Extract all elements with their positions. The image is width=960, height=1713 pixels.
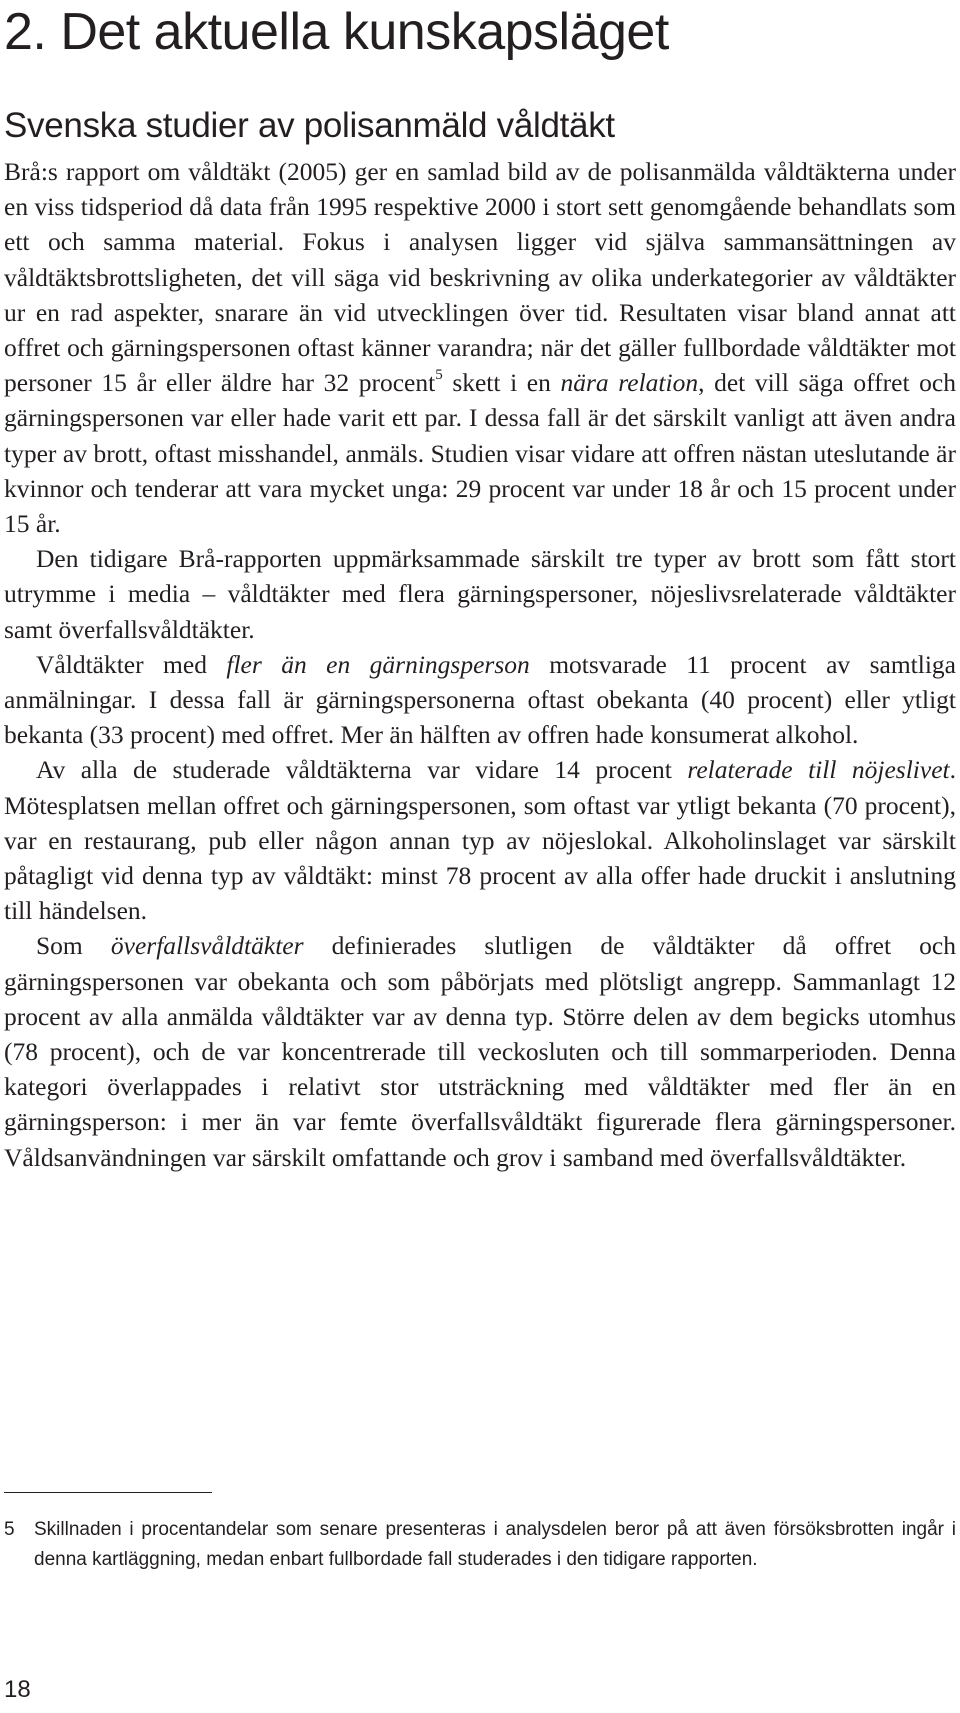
text-run: Som (36, 931, 111, 961)
body-text (4, 154, 956, 1175)
text-run: Brå:s rapport om våldtäkt (2005) ger en samlad bild av de polisanmälda våldtäkterna under en viss tidsperiod då data från 1995 respektive 2000 i stort sett genomgående behandlats som ett och samma material. Fokus i analysen ligger vid själva sammansättningen av våldtäktsbrottsligheten, det vill säga vid beskrivning av olika underkategorier av våldtäkter ur en rad aspekter, snarare än vid utvecklingen över tid. Resultaten visar bland annat att offret och gärningspersonen oftast känner varandra; när det gäller fullbordade våldtäkter mot personer 15 år eller äldre har 32 procent (4, 157, 956, 398)
section-heading: Svenska studier av polisanmäld våldtäkt (4, 106, 615, 145)
emphasized-term: relaterade till nöjeslivet (687, 755, 950, 785)
page-number: 18 (4, 1676, 31, 1703)
text-run: definierades slutligen de våldtäkter då offret och gärningspersonen var obekanta och som påbörjats med plötsligt angrepp. Sammanlagt 12 procent av alla anmälda våldtäkter var av denna typ. Större delen av dem begicks utomhus (78 procent), och de var koncentrerade till veckosluten och till sommarperioden. Denna kategori överlappades i relativt stor utsträckning med våldtäkter med fler än en gärningsperson: i mer än var femte överfallsvåldtäkt figurerade flera gärningspersoner. Våldsanvändningen var särskilt omfattande och grov i samband med överfallsvåldtäkter. (4, 931, 956, 1172)
paragraph (4, 647, 956, 753)
paragraph (4, 752, 956, 928)
text-run: Av alla de studerade våldtäkterna var vidare 14 procent (36, 755, 688, 785)
text-run: , det vill säga offret och gärningspersonen var eller hade varit ett par. I dessa fall är det särskilt vanligt att även andra typer av brott, oftast misshandel, anmäls. Studien visar vidare att offren nästan uteslutande är kvinnor och tenderar att vara mycket unga: 29 procent var under 18 år och 15 procent under 15 år. (4, 368, 956, 539)
text-run: Den tidigare Brå-rapporten uppmärksammade särskilt tre typer av brott som fått stort utrymme i media – våldtäkter med flera gärningspersoner, nöjeslivsrelaterade våldtäkter samt överfallsvåldtäkter. (4, 544, 956, 644)
emphasized-term: överfallsvåldtäkter (110, 931, 304, 961)
footnote (4, 1515, 956, 1575)
paragraph (4, 154, 956, 541)
footnote-reference: 5 (435, 366, 443, 383)
text-run: motsvarade 11 procent av samtliga anmälningar. I dessa fall är gärningspersonerna oftast obekanta (40 procent) eller ytligt bekanta (33 procent) med offret. Mer än hälften av offren hade konsumerat alkohol. (4, 649, 956, 750)
text-run: Våldtäkter med (36, 649, 227, 679)
footnote-divider (4, 1492, 212, 1493)
paragraph (4, 928, 956, 1174)
footnote-text: Skillnaden i procentandelar som senare presenteras i analysdelen beror på att även försöksbrotten ingår i denna kartläggning, medan enbart fullbordade fall studerades i den tidigare rapporten. (34, 1519, 956, 1570)
text-run: . Mötesplatsen mellan offret och gärningspersonen, som oftast var ytligt bekanta (70 procent), var en restaurang, pub eller någon annan typ av nöjeslokal. Alkoholinslaget var särskilt påtagligt vid denna typ av våldtäkt: minst 78 procent av alla offer hade druckit i anslutning till händelsen. (4, 755, 956, 926)
chapter-heading: 2. Det aktuella kunskapsläget (4, 3, 669, 61)
emphasized-term: fler än en gärningsperson (226, 649, 530, 679)
text-run: skett i en (442, 368, 561, 398)
emphasized-term: nära relation (560, 368, 699, 398)
paragraph (4, 541, 956, 647)
footnote-number: 5 (4, 1519, 15, 1540)
